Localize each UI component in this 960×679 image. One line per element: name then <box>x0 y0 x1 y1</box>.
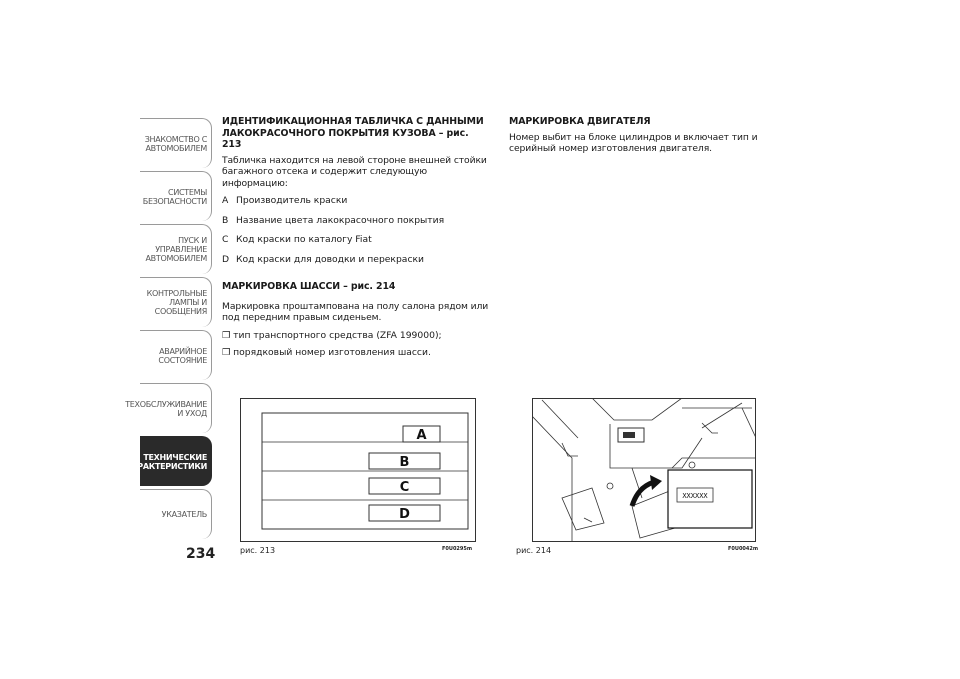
figure-214 <box>532 398 756 542</box>
label-d-box <box>369 505 440 522</box>
list-item: C Код краски по каталогу Fiat <box>222 234 372 245</box>
label-b-box <box>369 453 440 470</box>
plate-label: D <box>399 507 410 522</box>
engine-marking-illustration <box>532 398 756 542</box>
plate-label: C <box>399 480 410 495</box>
paint-plate-illustration <box>240 398 476 542</box>
heading-engine-marking: МАРКИРОВКА ДВИГАТЕЛЯ <box>509 116 651 127</box>
tab-safety[interactable]: СИСТЕМЫ БЕЗОПАСНОСТИ <box>140 171 212 221</box>
figure-213-caption: рис. 213 <box>240 546 276 555</box>
right-column <box>509 116 769 161</box>
tab-maintenance[interactable]: ТЕХОБСЛУЖИВАНИЕ И УХОД <box>140 383 212 433</box>
label-c-box <box>369 478 440 495</box>
tab-index[interactable]: УКАЗАТЕЛЬ <box>140 489 212 539</box>
heading-paint-plate: ИДЕНТИФИКАЦИОННАЯ ТАБЛИЧКА С ДАННЫМИ ЛАКОКРАСОЧНОГО ПОКРЫТИЯ КУЗОВА – рис. 213 <box>222 116 484 150</box>
tab-emergency[interactable]: АВАРИЙНОЕ СОСТОЯНИЕ <box>140 330 212 380</box>
list-item: B Название цвета лакокрасочного покрытия <box>222 214 445 226</box>
chassis-marking-description: Маркировка проштампована на полу салона рядом или под передним правым сиденьем. <box>222 300 489 323</box>
page-number: 234 <box>186 546 216 562</box>
figure-213 <box>240 398 476 542</box>
figure-214-caption: рис. 214 <box>516 546 552 555</box>
figure-214-code: F0U0042m <box>728 546 759 552</box>
bullet-item: ❒ порядковый номер изготовления шасси. <box>222 347 431 358</box>
left-column <box>222 116 490 365</box>
bullet-item: ❒ тип транспортного средства (ZFA 199000); <box>222 329 442 341</box>
label-a-box <box>403 426 440 443</box>
figure-213-code: F0U0295m <box>442 546 473 552</box>
tab-tech-specs[interactable]: ТЕХНИЧЕСКИЕ ХАРАКТЕРИСТИКИ <box>140 436 212 486</box>
engine-marking-description: Номер выбит на блоке цилиндров и включает тип и серийный номер изготовления двигателя. <box>509 131 758 154</box>
plate-label: B <box>399 455 410 470</box>
paint-plate-description: Табличка находится на левой стороне внешней стойки багажного отсека и содержит следующую информацию: <box>222 154 487 189</box>
tab-warning-lights[interactable]: КОНТРОЛЬНЫЕ ЛАМПЫ И СООБЩЕНИЯ <box>140 277 212 327</box>
engine-number-stamp: XXXXXX <box>682 492 708 500</box>
list-item: D Код краски для доводки и перекраски <box>222 253 425 265</box>
tab-driving[interactable]: ПУСК И УПРАВЛЕНИЕ АВТОМОБИЛЕМ <box>140 224 212 274</box>
plate-label: A <box>416 428 427 443</box>
list-item: A Производитель краски <box>222 195 348 206</box>
heading-chassis-marking: МАРКИРОВКА ШАССИ – рис. 214 <box>222 281 396 292</box>
tab-intro[interactable]: ЗНАКОМСТВО С АВТОМОБИЛЕМ <box>140 118 212 168</box>
